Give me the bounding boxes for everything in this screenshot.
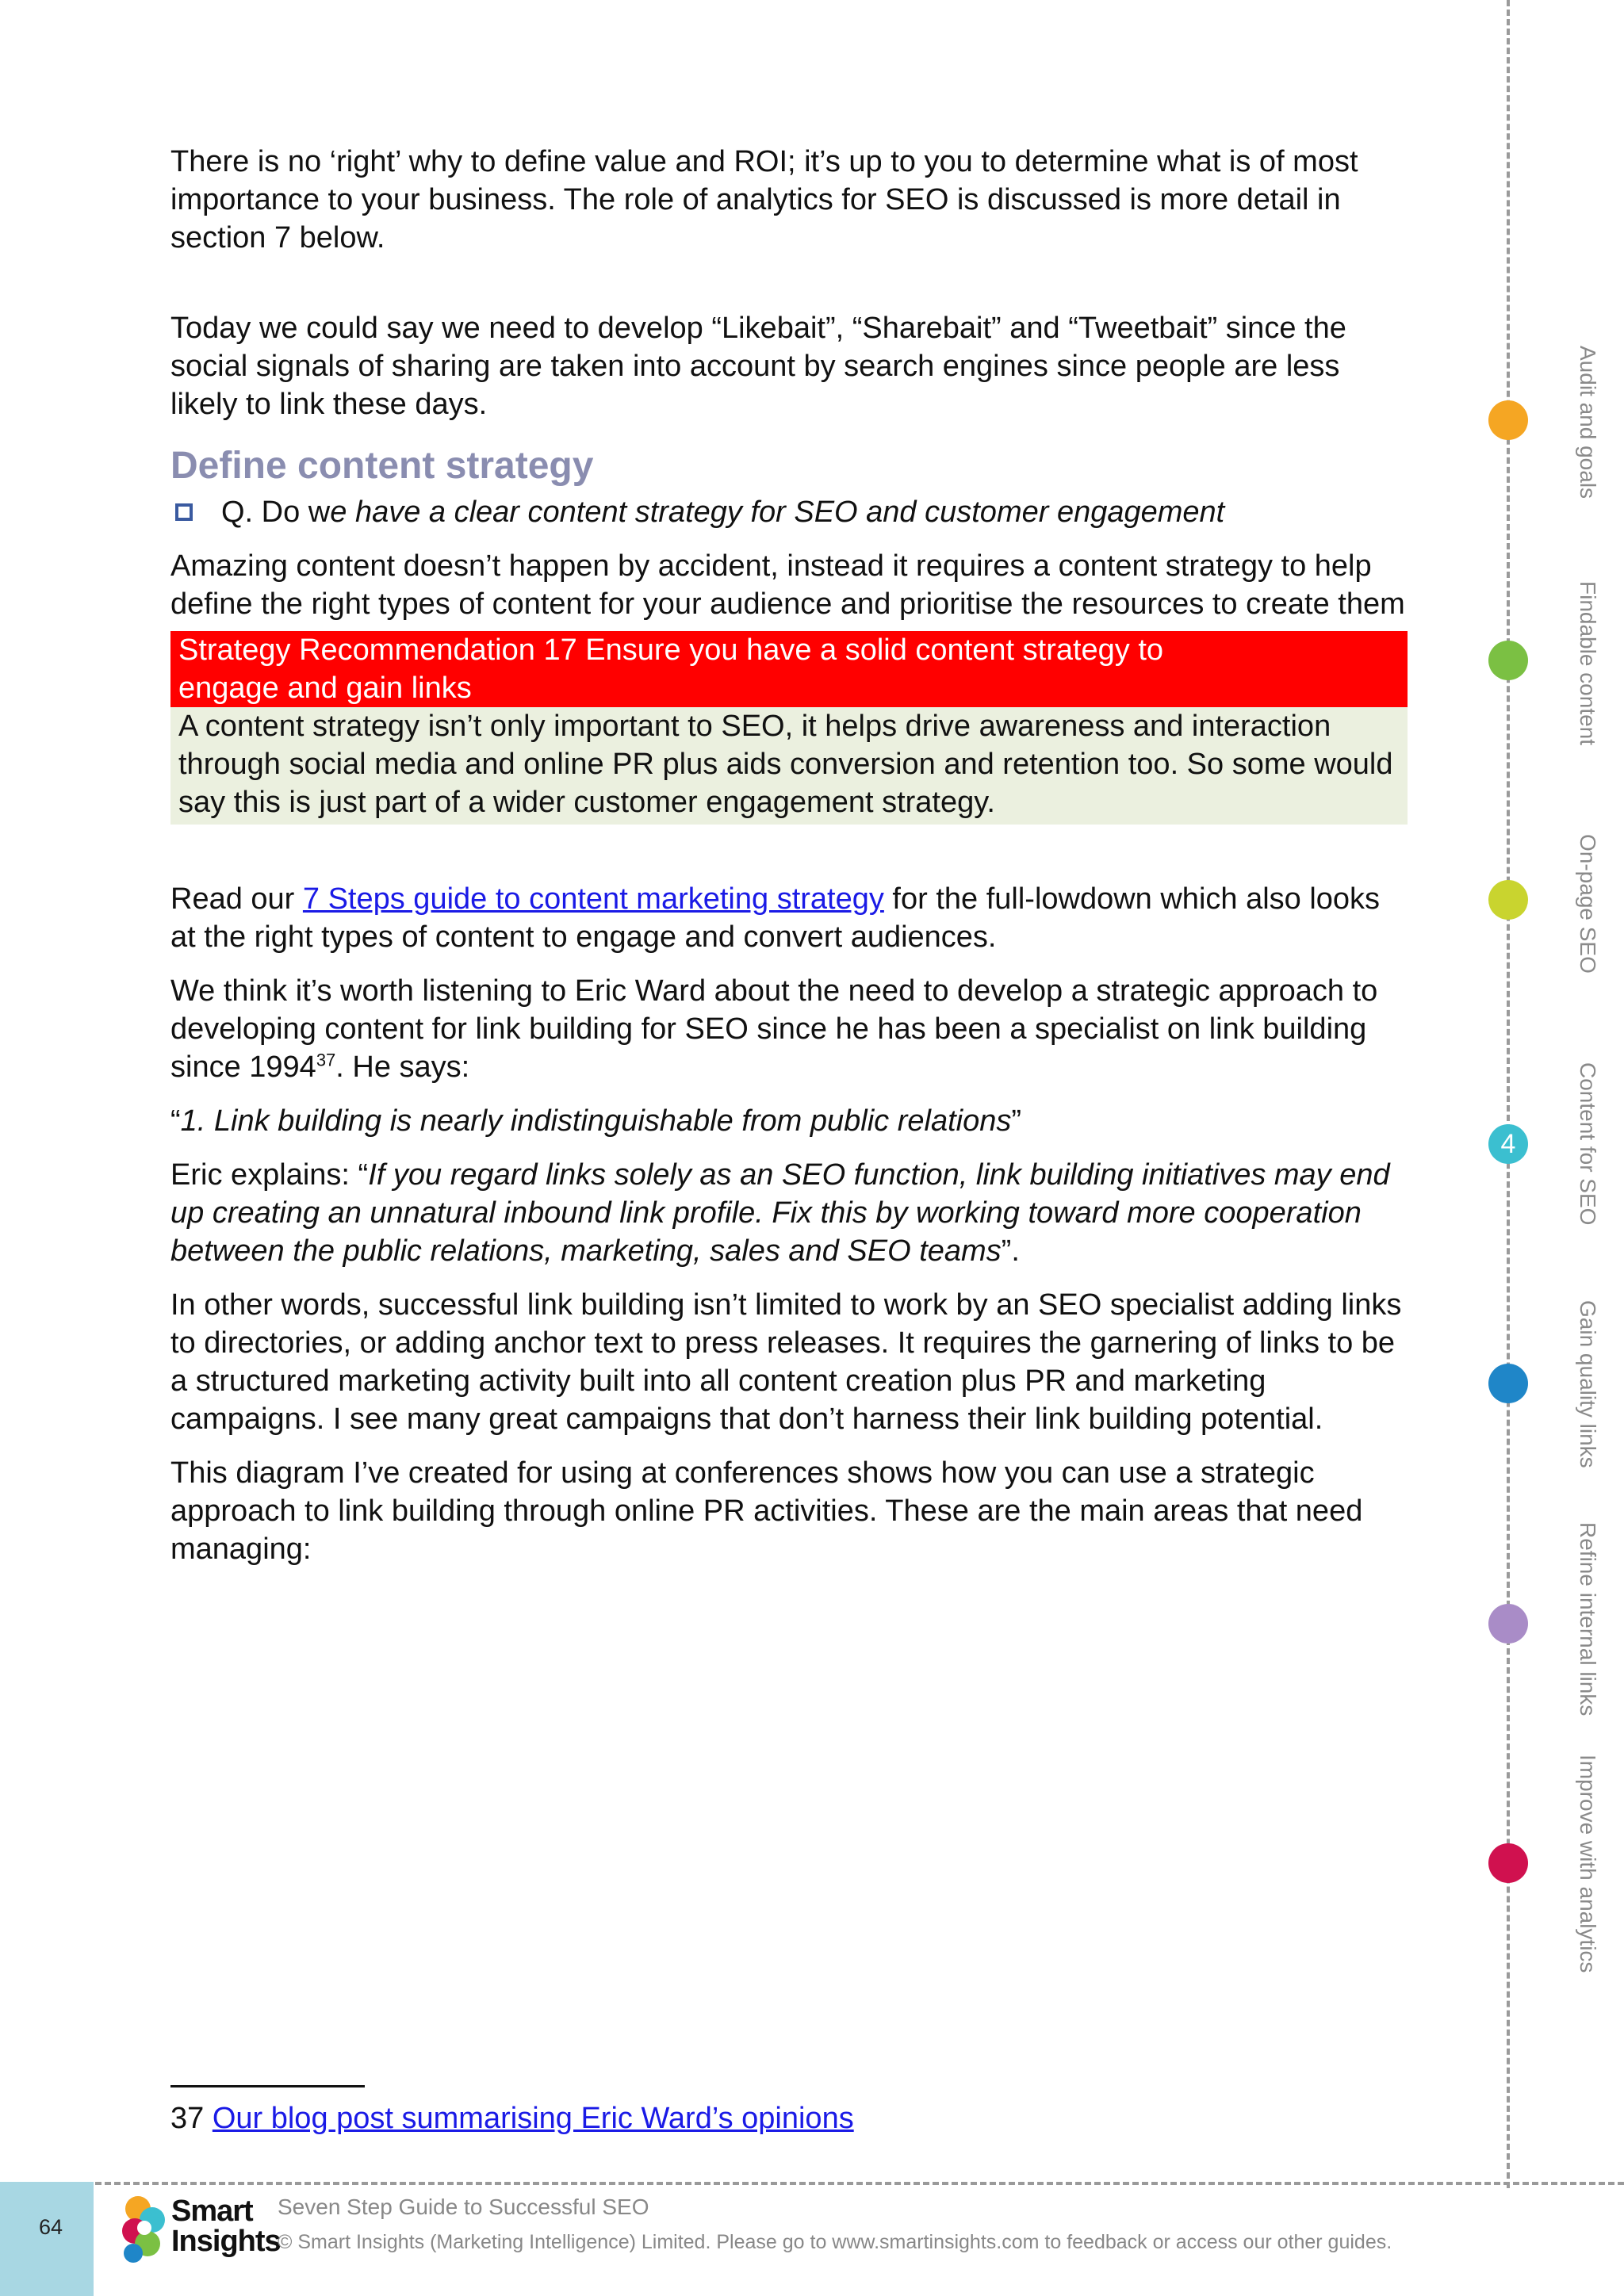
step-6-dot[interactable] — [1488, 1604, 1528, 1644]
step-3-label[interactable]: On-page SEO — [1576, 834, 1600, 974]
eric-ward-paragraph: We think it’s worth listening to Eric Ward about the need to develop a strategic approach to developing content for link building for SEO since he has been a specialist on link building since 1994$^{37}$. He says: — [170, 974, 1378, 1084]
step-3-dot[interactable] — [1488, 880, 1528, 920]
other-words-paragraph: In other words, successful link building isn’t limited to work by an SEO specialist adding links to directories, or adding anchor text to press releases. It requires the garnering of links to be a structured marketing activity built into all content creation plus PR and marketing campaigns. I see many great campaigns that don’t harness their link building potential. — [170, 1288, 1402, 1436]
logo-wordmark: Smart Insights — [171, 2195, 281, 2258]
recommendation-box — [170, 631, 1408, 825]
step-7-dot[interactable] — [1488, 1843, 1528, 1883]
footnote-ref[interactable]: 37 — [316, 1050, 336, 1070]
step-6-label[interactable]: Refine internal links — [1576, 1522, 1600, 1716]
footer-guide-title: Seven Step Guide to Successful SEO — [278, 2195, 649, 2219]
eric-explains-paragraph: Eric explains: “If you regard links solely as an SEO function, link building initiatives may end up creating an unnatural inbound link profile. Fix this by working toward more cooperation between the public relations, marketing, sales and SEO teams”. — [170, 1158, 1390, 1268]
step-2-dot[interactable] — [1488, 641, 1528, 680]
footnote: 37 Our blog post summarising Eric Ward’s opinions — [170, 2102, 854, 2135]
recommendation-body: A content strategy isn’t only important to SEO, it helps drive awareness and interaction through social media and online PR plus aids conversion and retention too. So some would say this is just part of a wider customer engagement strategy. — [170, 707, 1408, 825]
diagram-intro-paragraph: This diagram I’ve created for using at conferences shows how you can use a strategic approach to link building through online PR activities. These are the main areas that need managing: — [170, 1456, 1363, 1566]
footnote-divider — [170, 2085, 365, 2087]
quote-paragraph: “1. Link building is nearly indistinguishable from public relations” — [170, 1104, 1022, 1138]
question-text: Q. Do we have a clear content strategy for SEO and customer engagement — [221, 496, 1225, 529]
amazing-content-paragraph: Amazing content doesn’t happen by accident, instead it requires a content strategy to help define the right types of content for your audience and prioritise the resources to create them — [170, 549, 1405, 621]
step-4-label[interactable]: Content for SEO — [1576, 1062, 1600, 1226]
step-5-label[interactable]: Gain quality links — [1576, 1300, 1600, 1468]
checklist-question — [170, 493, 1408, 531]
footer-divider — [0, 2182, 1624, 2185]
likebait-paragraph: Today we could say we need to develop “Likebait”, “Sharebait” and “Tweetbait” since the social signals of sharing are taken into account by search engines since people are less likely to link these days. — [170, 312, 1346, 421]
step-7-label[interactable]: Improve with analytics — [1576, 1755, 1600, 1973]
read-guide-paragraph: Read our 7 Steps guide to content marketing strategy for the full-lowdown which also looks at the right types of content to engage and convert audiences. — [170, 882, 1381, 954]
footnote-link[interactable]: Our blog post summarising Eric Ward’s opinions — [212, 2102, 854, 2135]
main-content — [170, 143, 1408, 1584]
intro-paragraph: There is no ‘right’ why to define value and ROI; it’s up to you to determine what is of most importance to your business. The role of analytics for SEO is discussed is more detail in section 7 below. — [170, 145, 1358, 254]
step-2-label[interactable]: Findable content — [1576, 581, 1600, 746]
footer-copyright: © Smart Insights (Marketing Intelligence) Limited. Please go to www.smartinsights.com to feedback or access our other guides. — [278, 2231, 1392, 2253]
checkbox-icon[interactable] — [175, 503, 193, 521]
section-heading: Define content strategy — [170, 445, 594, 487]
step-5-dot[interactable] — [1488, 1364, 1528, 1403]
content-marketing-guide-link[interactable]: 7 Steps guide to content marketing strategy — [302, 882, 884, 916]
step-1-label[interactable]: Audit and goals — [1576, 346, 1600, 499]
recommendation-title: Strategy Recommendation 17 Ensure you have a solid content strategy to engage and gain links — [170, 631, 1408, 707]
step-1-dot[interactable] — [1488, 400, 1528, 440]
step-4-dot[interactable]: 4 — [1488, 1124, 1528, 1164]
page-number: 64 — [38, 2215, 63, 2239]
